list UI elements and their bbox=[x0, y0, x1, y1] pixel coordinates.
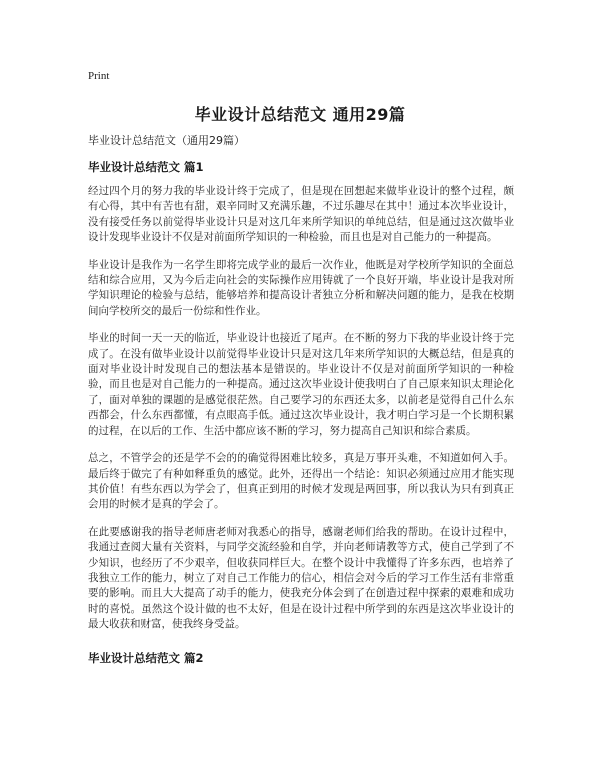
paragraph-2: 毕业设计是我作为一名学生即将完成学业的最后一次作业，他既是对学校所学知识的全面总结和综合应用，又为今后走向社会的实际操作应用铸就了一个良好开端，毕业设计是我对所学知识理论的检验与总结，能够培养和提高设计者独立分析和解决问题的能力，是我在校期间向学校所交的最后一份综和性作业。 bbox=[88, 258, 514, 317]
paragraph-4: 总之，不管学会的还是学不会的的确觉得困难比较多，真是万事开头难，不知道如何入手。最后终于做完了有种如释重负的感觉。此外，还得出一个结论：知识必须通过应用才能实现其价值！有些东西以为学会了，但真正到用的时候才发现是两回事，所以我认为只有到真正会用的时候才是真的学会了。 bbox=[88, 452, 514, 511]
section-heading-2: 毕业设计总结范文 篇2 bbox=[88, 650, 204, 665]
section-heading-1: 毕业设计总结范文 篇1 bbox=[88, 160, 204, 174]
document-title: 毕业设计总结范文 通用29篇 bbox=[194, 105, 406, 124]
paragraph-5: 在此要感谢我的指导老师唐老师对我悉心的指导，感谢老师们给我的帮助。在设计过程中，我通过查阅大量有关资料，与同学交流经验和自学，并向老师请教等方式，使自己学到了不少知识，也经历了不少艰辛，但收获同样巨大。在整个设计中我懂得了许多东西，也培养了我独立工作的能力，树立了对自己工作能力的信心，相信会对今后的学习工作生活有非常重要的影响。而且大大提高了动手的能力，使我充分体会到了在创造过程中探索的艰难和成功时的喜悦。虽然这个设计做的也不太好，但是在设计过程中所学到的东西是这次毕业设计的最大收获和财富，使我终身受益。 bbox=[88, 525, 514, 631]
document-body bbox=[88, 158, 514, 675]
paragraph-1: 经过四个月的努力我的毕业设计终于完成了，但是现在回想起来做毕业设计的整个过程，颇有心得，其中有苦也有甜，艰辛同时又充满乐趣，不过乐趣尽在其中！通过本次毕业设计，没有接受任务以前觉得毕业设计只是对这几年来所学知识的单纯总结，但是通过这次做毕业设计发现毕业设计不仅是对前面所学知识的一种检验，而且也是对自己能力的一种提高。 bbox=[88, 185, 514, 244]
document-subtitle: 毕业设计总结范文（通用29篇） bbox=[88, 134, 245, 147]
paragraph-3: 毕业的时间一天一天的临近，毕业设计也接近了尾声。在不断的努力下我的毕业设计终于完成了。在没有做毕业设计以前觉得毕业设计只是对这几年来所学知识的大概总结，但是真的面对毕业设计时发现自己的想法基本是错误的。毕业设计不仅是对前面所学知识的一种检验，而且也是对自己能力的一种提高。通过这次毕业设计使我明白了自己原来知识太理论化了，面对单独的课题的是感觉很茫然。自己要学习的东西还太多，以前老是觉得自己什么东西都会，什么东西都懂，有点眼高手低。通过这次毕业设计，我才明白学习是一个长期积累的过程，在以后的工作、生活中都应该不断的学习，努力提高自己知识和综合素质。 bbox=[88, 332, 514, 437]
print-label[interactable]: Print bbox=[88, 70, 110, 82]
